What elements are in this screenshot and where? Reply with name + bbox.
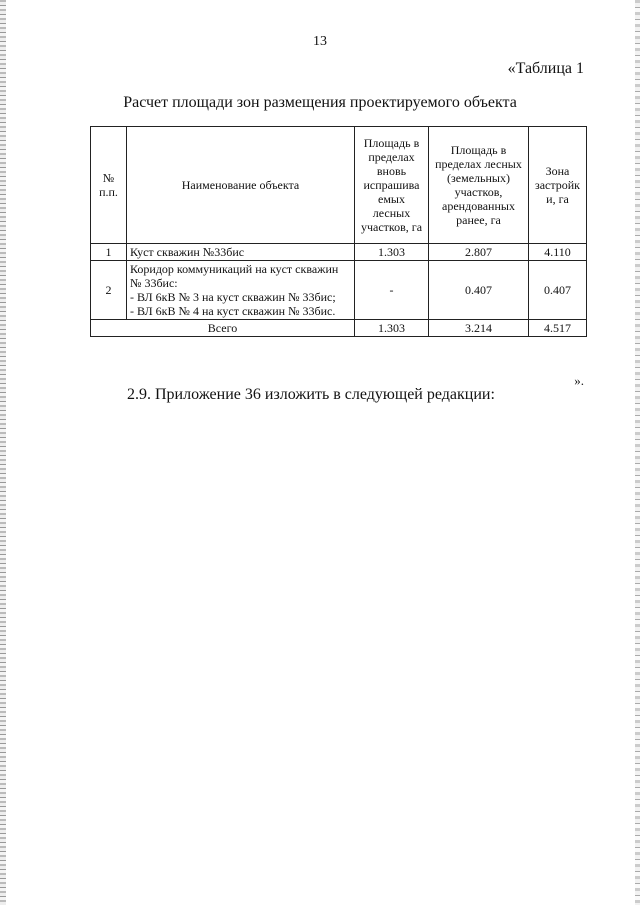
scan-edge-left	[0, 0, 6, 905]
row-2-name-line: Коридор коммуникаций на куст скважин № 33бис:	[130, 262, 339, 290]
row-2-num: 2	[91, 261, 127, 320]
scan-edge-right	[635, 0, 640, 905]
row-2-name	[127, 261, 355, 320]
table-title: Расчет площади зон размещения проектируемого объекта	[123, 94, 517, 111]
row-2-name-line: - ВЛ 6кВ № 3 на куст скважин № 33бис;	[130, 290, 336, 304]
total-area-new: 1.303	[355, 320, 429, 337]
row-1-name: Куст скважин №33бис	[127, 244, 355, 261]
table-row	[91, 261, 587, 320]
row-1-zone: 4.110	[529, 244, 587, 261]
row-1-area-new: 1.303	[355, 244, 429, 261]
total-label: Всего	[91, 320, 355, 337]
row-1-area-leased: 2.807	[429, 244, 529, 261]
header-area-new: Площадь в пределах вновь испрашива емых лесных участков, га	[355, 127, 429, 244]
table-caption: «Таблица 1	[507, 60, 584, 77]
page-number: 13	[313, 34, 327, 49]
header-zone: Зона застройк и, га	[529, 127, 587, 244]
table-total-row	[91, 320, 587, 337]
row-2-area-leased: 0.407	[429, 261, 529, 320]
area-table	[90, 126, 587, 337]
table-header-row	[91, 127, 587, 244]
row-1-num: 1	[91, 244, 127, 261]
total-zone: 4.517	[529, 320, 587, 337]
row-2-area-new: -	[355, 261, 429, 320]
row-2-name-line: - ВЛ 6кВ № 4 на куст скважин № 33бис.	[130, 304, 336, 318]
table-row	[91, 244, 587, 261]
total-area-leased: 3.214	[429, 320, 529, 337]
closing-quote: ».	[574, 373, 584, 388]
header-num: № п.п.	[91, 127, 127, 244]
header-name: Наименование объекта	[127, 127, 355, 244]
row-2-zone: 0.407	[529, 261, 587, 320]
paragraph-2-9: 2.9. Приложение 36 изложить в следующей редакции:	[127, 386, 495, 403]
header-area-leased: Площадь в пределах лесных (земельных) участков, арендованных ранее, га	[429, 127, 529, 244]
